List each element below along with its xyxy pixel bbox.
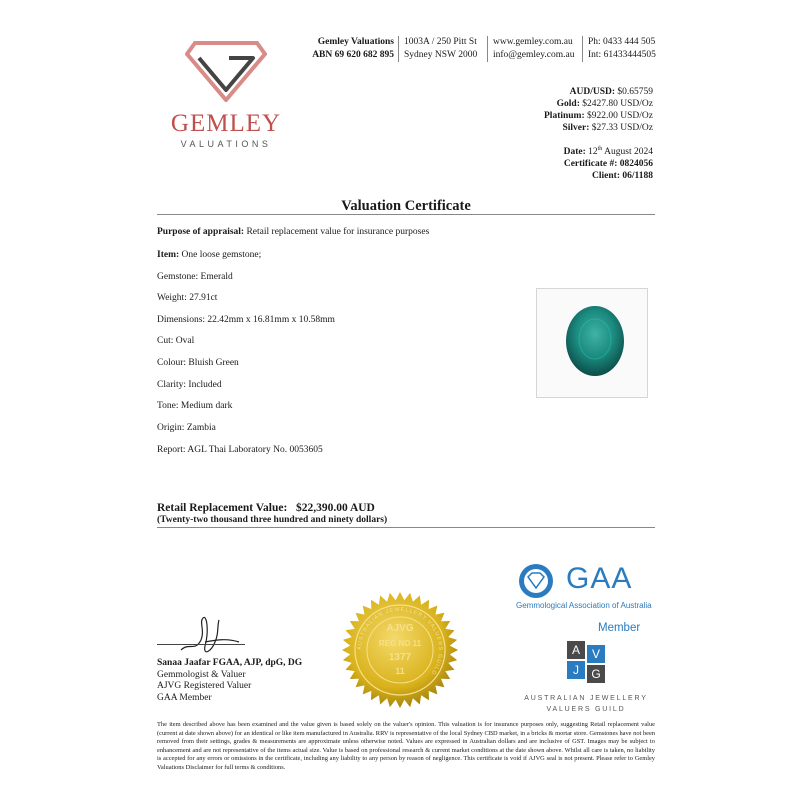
fx-label: AUD/USD: [569, 87, 615, 97]
title-rule [157, 214, 655, 215]
client-value: 06/1188 [622, 171, 653, 182]
detail-tone: Tone: Medium dark [157, 401, 233, 411]
ajvg-line1: AUSTRALIAN JEWELLERY [524, 695, 648, 702]
gaa-member: Member [598, 622, 641, 634]
certificate-info [564, 143, 653, 182]
valuer-title: Gemmologist & Valuer [157, 669, 246, 680]
header-divider [398, 36, 399, 62]
purpose-label: Purpose of appraisal: [157, 227, 245, 237]
header-phone [588, 36, 656, 62]
date-suffix: th [597, 146, 603, 152]
client-label: Client: [592, 171, 620, 182]
cert-number-value: 0824056 [619, 159, 653, 170]
ajvg-tile-j: J [567, 661, 585, 679]
silver-label: Silver: [562, 123, 590, 133]
date-label: Date: [563, 147, 586, 158]
detail-dimensions: Dimensions: 22.42mm x 16.81mm x 10.58mm [157, 315, 335, 325]
valuer-membership: GAA Member [157, 692, 212, 703]
seal-line2: 1377 [388, 652, 412, 663]
signature-icon [175, 612, 245, 662]
header-divider [487, 36, 488, 62]
rrv-value: $22,390.00 AUD [295, 502, 375, 514]
item-line [157, 250, 261, 260]
address-line1: 1003A / 250 Pitt St [404, 37, 477, 47]
website-link[interactable]: www.gemley.com.au [493, 37, 573, 47]
valuer-details [157, 658, 302, 704]
gold-value: $2427.80 USD/Oz [582, 99, 653, 109]
detail-report: Report: AGL Thai Laboratory No. 0053605 [157, 445, 323, 455]
phone-number: Ph: 0433 444 505 [588, 37, 656, 47]
header-company [312, 36, 394, 62]
cert-number-label: Certificate #: [563, 159, 618, 170]
ajvg-tile-a: A [567, 641, 585, 659]
header-web [493, 36, 574, 62]
purpose-line [157, 227, 429, 237]
seal-line1: REG NO 11 [378, 639, 422, 648]
seal-top: AJVG [386, 623, 414, 634]
detail-gemstone: Gemstone: Emerald [157, 272, 233, 282]
ajvg-tile-v: V [587, 645, 605, 663]
address-line2: Sydney NSW 2000 [404, 50, 478, 60]
header-divider [582, 36, 583, 62]
detail-clarity: Clarity: Included [157, 380, 222, 390]
seal-line3: 11 [395, 666, 405, 676]
purpose-value: Retail replacement value for insurance purposes [246, 227, 430, 237]
detail-colour: Colour: Bluish Green [157, 358, 239, 368]
rrv-words: (Twenty-two thousand three hundred and ninety dollars) [157, 515, 388, 525]
ajvg-seal-icon [340, 590, 460, 710]
detail-weight: Weight: 27.91ct [157, 293, 218, 303]
seal-ring-text: AUSTRALIAN JEWELLERY VALUERS GUILD [356, 606, 444, 677]
silver-value: $27.33 USD/Oz [591, 123, 653, 133]
valuer-name: Sanaa Jaafar FGAA, AJP, dpG, DG [157, 658, 303, 668]
disclaimer-text: The item described above has been examined and the value given is based solely on the valuer's opinion. This valuation is for insurance purposes only, suggesting Retail replacement value (current at date shown above) for an identical or like item manufactured in Australia. RRV is representative of the local Sydney CBD market, in a bricks & mortar store. Gemstones have not been removed from their settings, grades & measurements are approximate unless otherwise noted. Values are expressed in Australian dollars and are inclusive of GST. Images may be subject to enhancement and are not representative of the items actual size. Value is based on professional research & current market conditions at the date shown above. Whilst all care is taken, no liability is accepted for any errors or omissions in the certificate, including any liability to any person by reason of negligence. This certificate is void if AJVG seal is not present. Please refer to Gemley Valuations Disclaimer for full terms & conditions. [157, 721, 655, 771]
signature-rule [157, 644, 245, 645]
gaa-full-name: Gemmological Association of Australia [516, 601, 652, 610]
gaa-abbr: GAA [566, 562, 633, 595]
header-address [404, 36, 477, 62]
emerald-image [537, 289, 647, 397]
gemley-logo-icon [185, 40, 267, 102]
item-label: Item: [157, 250, 180, 260]
company-abn: ABN 69 620 682 895 [312, 50, 394, 60]
ajvg-line2: VALUERS GUILD [546, 706, 626, 713]
platinum-value: $922.00 USD/Oz [587, 111, 653, 121]
gemstone-photo [536, 288, 648, 398]
platinum-label: Platinum: [544, 111, 585, 121]
rrv-line [157, 502, 375, 514]
gaa-emblem-icon [516, 562, 560, 600]
rrv-rule [157, 527, 655, 528]
valuer-registration: AJVG Registered Valuer [157, 681, 252, 691]
company-name: Gemley Valuations [317, 37, 394, 47]
brand-name: GEMLEY [170, 110, 282, 137]
email-link[interactable]: info@gemley.com.au [493, 50, 575, 60]
gold-label: Gold: [556, 99, 580, 109]
detail-cut: Cut: Oval [157, 336, 195, 346]
date-month-year: August 2024 [604, 147, 653, 158]
rrv-label: Retail Replacement Value: [157, 502, 288, 514]
intl-number: Int: 61433444505 [588, 50, 656, 60]
brand-subtitle: VALUATIONS [180, 139, 272, 149]
page-title: Valuation Certificate [341, 198, 471, 214]
detail-origin: Origin: Zambia [157, 423, 216, 433]
ajvg-logo [567, 641, 607, 685]
ajvg-tile-g: G [587, 665, 605, 683]
ajvg-name [513, 693, 659, 715]
date-day: 12 [588, 147, 598, 158]
item-value: One loose gemstone; [181, 250, 262, 260]
fx-value: $0.65759 [617, 87, 653, 97]
metal-rates [544, 86, 653, 134]
